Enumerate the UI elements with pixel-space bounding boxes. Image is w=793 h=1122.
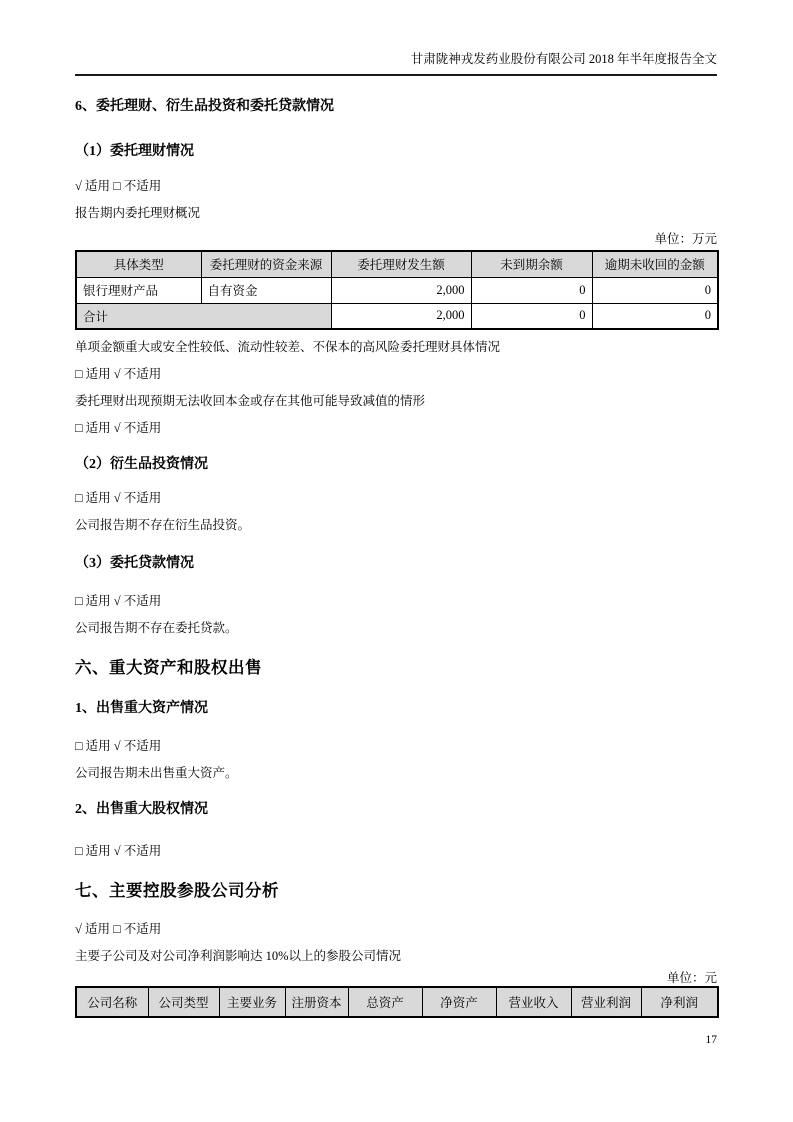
table-header-cell: 净利润	[641, 987, 718, 1017]
table-total-row	[76, 303, 718, 329]
applicability-line: √ 适用 □ 不适用	[75, 179, 162, 193]
table-header-cell: 委托理财的资金来源	[201, 251, 331, 277]
section-six-2-title: 2、出售重大股权情况	[75, 802, 208, 817]
table-header-cell: 未到期余额	[471, 251, 592, 277]
entrusted-finance-table	[75, 250, 719, 330]
subsidiaries-intro: 主要子公司及对公司净利润影响达 10%以上的参股公司情况	[75, 949, 402, 963]
applicability-line: □ 适用 √ 不适用	[75, 421, 162, 435]
table-cell: 0	[471, 303, 592, 329]
section-6-title: 6、委托理财、衍生品投资和委托贷款情况	[75, 99, 334, 114]
section-six-1-title: 1、出售重大资产情况	[75, 701, 208, 716]
applicability-line: √ 适用 □ 不适用	[75, 922, 162, 936]
table-header-row	[76, 251, 718, 277]
table-header-cell: 注册资本	[285, 987, 348, 1017]
applicability-line: □ 适用 √ 不适用	[75, 491, 162, 505]
section-6-3-title: （3）委托贷款情况	[75, 556, 194, 571]
table-cell: 0	[592, 277, 718, 303]
table-header-cell: 公司类型	[148, 987, 219, 1017]
section-6-2-title: （2）衍生品投资情况	[75, 457, 208, 472]
table-header-cell: 净资产	[422, 987, 496, 1017]
unit-label: 单位：元	[666, 971, 717, 985]
section-6-1-title: （1）委托理财情况	[75, 144, 194, 159]
table-header-row	[76, 987, 718, 1017]
table-total-label: 合计	[76, 303, 331, 329]
table-cell: 2,000	[331, 303, 471, 329]
section-6-3-body: 公司报告期不存在委托贷款。	[75, 621, 238, 635]
table-cell: 0	[471, 277, 592, 303]
table-header-cell: 营业利润	[571, 987, 641, 1017]
table-header-cell: 具体类型	[76, 251, 201, 277]
table-cell: 自有资金	[201, 277, 331, 303]
table-header-cell: 逾期未收回的金额	[592, 251, 718, 277]
table-row	[76, 277, 718, 303]
header-title: 甘肃陇神戎发药业股份有限公司 2018 年半年度报告全文	[410, 52, 717, 66]
impairment-note: 委托理财出现预期无法收回本金或存在其他可能导致减值的情形	[75, 394, 426, 408]
table-header-cell: 总资产	[348, 987, 422, 1017]
subsidiaries-table	[75, 986, 719, 1018]
applicability-line: □ 适用 √ 不适用	[75, 594, 162, 608]
entrusted-finance-intro: 报告期内委托理财概况	[75, 206, 201, 220]
table-cell: 0	[592, 303, 718, 329]
section-6-2-body: 公司报告期不存在衍生品投资。	[75, 518, 251, 532]
high-risk-note: 单项金额重大或安全性较低、流动性较差、不保本的高风险委托理财具体情况	[75, 340, 501, 354]
table-cell: 银行理财产品	[76, 277, 201, 303]
table-header-cell: 公司名称	[76, 987, 148, 1017]
document-header	[75, 52, 717, 76]
table-header-cell: 主要业务	[219, 987, 285, 1017]
applicability-line: □ 适用 √ 不适用	[75, 844, 162, 858]
section-seven-title: 七、主要控股参股公司分析	[75, 881, 279, 900]
applicability-line: □ 适用 √ 不适用	[75, 739, 162, 753]
applicability-line: □ 适用 √ 不适用	[75, 367, 162, 381]
table-cell: 2,000	[331, 277, 471, 303]
table-header-cell: 营业收入	[496, 987, 571, 1017]
unit-label: 单位：万元	[654, 232, 717, 246]
page-number: 17	[705, 1034, 717, 1046]
table-header-cell: 委托理财发生额	[331, 251, 471, 277]
section-six-title: 六、重大资产和股权出售	[75, 658, 262, 677]
section-six-1-body: 公司报告期未出售重大资产。	[75, 766, 238, 780]
